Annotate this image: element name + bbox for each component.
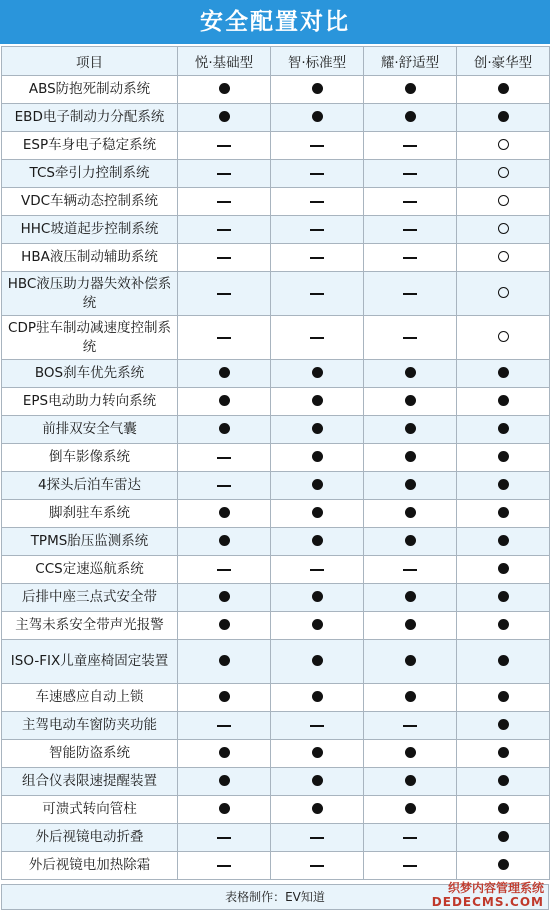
optional-circle-icon <box>498 195 509 206</box>
trim-3-cell <box>364 216 457 244</box>
table-row <box>2 824 550 852</box>
not-available-dash-icon <box>310 337 324 339</box>
trim-4-cell <box>457 500 550 528</box>
trim-1-cell <box>178 640 271 684</box>
trim-1-cell <box>178 852 271 880</box>
trim-4-cell <box>457 556 550 584</box>
table-row <box>2 272 550 316</box>
not-available-dash-icon <box>310 145 324 147</box>
trim-2-cell <box>271 556 364 584</box>
optional-circle-icon <box>498 251 509 262</box>
feature-name: 外后视镜电加热除霜 <box>2 852 178 880</box>
standard-dot-icon <box>219 747 230 758</box>
standard-dot-icon <box>219 83 230 94</box>
table-row <box>2 556 550 584</box>
trim-3-cell <box>364 500 457 528</box>
comparison-table <box>1 46 550 880</box>
trim-1-cell <box>178 388 271 416</box>
trim-2-cell <box>271 796 364 824</box>
feature-name: BOS刹车优先系统 <box>2 360 178 388</box>
not-available-dash-icon <box>217 865 231 867</box>
trim-3-cell <box>364 132 457 160</box>
standard-dot-icon <box>405 479 416 490</box>
table-row <box>2 768 550 796</box>
table-footer: 表格制作：EV知道 <box>1 884 549 910</box>
trim-2-cell <box>271 852 364 880</box>
trim-3-cell <box>364 684 457 712</box>
trim-3-cell <box>364 104 457 132</box>
table-row <box>2 160 550 188</box>
optional-circle-icon <box>498 287 509 298</box>
feature-name: 脚刹驻车系统 <box>2 500 178 528</box>
trim-2-cell <box>271 216 364 244</box>
not-available-dash-icon <box>403 337 417 339</box>
table-row <box>2 244 550 272</box>
standard-dot-icon <box>498 451 509 462</box>
trim-4-cell <box>457 360 550 388</box>
trim-1-cell <box>178 528 271 556</box>
standard-dot-icon <box>312 619 323 630</box>
trim-4-cell <box>457 76 550 104</box>
trim-1-cell <box>178 472 271 500</box>
not-available-dash-icon <box>217 229 231 231</box>
not-available-dash-icon <box>310 865 324 867</box>
standard-dot-icon <box>312 775 323 786</box>
table-row <box>2 852 550 880</box>
trim-3-cell <box>364 360 457 388</box>
trim-1-cell <box>178 500 271 528</box>
trim-1-cell <box>178 76 271 104</box>
feature-name: 后排中座三点式安全带 <box>2 584 178 612</box>
standard-dot-icon <box>219 775 230 786</box>
trim-3-cell <box>364 612 457 640</box>
standard-dot-icon <box>498 535 509 546</box>
trim-2-cell <box>271 244 364 272</box>
not-available-dash-icon <box>310 173 324 175</box>
table-row <box>2 416 550 444</box>
standard-dot-icon <box>312 803 323 814</box>
feature-name: 可溃式转向管柱 <box>2 796 178 824</box>
trim-3-cell <box>364 444 457 472</box>
trim-2-cell <box>271 360 364 388</box>
standard-dot-icon <box>498 479 509 490</box>
trim-2-cell <box>271 740 364 768</box>
standard-dot-icon <box>219 591 230 602</box>
not-available-dash-icon <box>310 257 324 259</box>
trim-3-cell <box>364 188 457 216</box>
feature-name: TPMS胎压监测系统 <box>2 528 178 556</box>
feature-name: CDP驻车制动减速度控制系统 <box>2 316 178 360</box>
standard-dot-icon <box>405 747 416 758</box>
trim-4-cell <box>457 416 550 444</box>
not-available-dash-icon <box>310 229 324 231</box>
trim-1-cell <box>178 556 271 584</box>
header-row <box>2 47 550 76</box>
standard-dot-icon <box>219 507 230 518</box>
standard-dot-icon <box>405 451 416 462</box>
trim-1-cell <box>178 416 271 444</box>
trim-2-cell <box>271 444 364 472</box>
table-row <box>2 472 550 500</box>
feature-name: VDC车辆动态控制系统 <box>2 188 178 216</box>
trim-4-cell <box>457 640 550 684</box>
trim-3-cell <box>364 712 457 740</box>
trim-1-cell <box>178 160 271 188</box>
optional-circle-icon <box>498 331 509 342</box>
trim-3-cell <box>364 244 457 272</box>
table-row <box>2 612 550 640</box>
trim-4-cell <box>457 796 550 824</box>
trim-1-cell <box>178 684 271 712</box>
not-available-dash-icon <box>310 725 324 727</box>
not-available-dash-icon <box>217 837 231 839</box>
standard-dot-icon <box>498 803 509 814</box>
standard-dot-icon <box>405 395 416 406</box>
standard-dot-icon <box>312 747 323 758</box>
trim-3-cell <box>364 272 457 316</box>
feature-name: 智能防盗系统 <box>2 740 178 768</box>
header-trim-3: 耀·舒适型 <box>364 47 457 76</box>
not-available-dash-icon <box>217 257 231 259</box>
trim-4-cell <box>457 852 550 880</box>
standard-dot-icon <box>219 395 230 406</box>
standard-dot-icon <box>219 691 230 702</box>
standard-dot-icon <box>498 591 509 602</box>
standard-dot-icon <box>219 111 230 122</box>
standard-dot-icon <box>219 803 230 814</box>
feature-name: ABS防抱死制动系统 <box>2 76 178 104</box>
trim-2-cell <box>271 76 364 104</box>
standard-dot-icon <box>312 395 323 406</box>
trim-4-cell <box>457 216 550 244</box>
watermark-line-2: DEDECMS.COM <box>431 895 544 909</box>
standard-dot-icon <box>405 619 416 630</box>
table-row <box>2 132 550 160</box>
standard-dot-icon <box>498 367 509 378</box>
not-available-dash-icon <box>403 569 417 571</box>
trim-1-cell <box>178 768 271 796</box>
trim-4-cell <box>457 188 550 216</box>
table-title: 安全配置对比 <box>0 0 550 44</box>
feature-name: TCS牵引力控制系统 <box>2 160 178 188</box>
standard-dot-icon <box>405 111 416 122</box>
trim-1-cell <box>178 188 271 216</box>
trim-4-cell <box>457 132 550 160</box>
not-available-dash-icon <box>403 229 417 231</box>
standard-dot-icon <box>405 423 416 434</box>
not-available-dash-icon <box>217 485 231 487</box>
standard-dot-icon <box>405 367 416 378</box>
table-row <box>2 528 550 556</box>
standard-dot-icon <box>498 619 509 630</box>
standard-dot-icon <box>312 691 323 702</box>
trim-4-cell <box>457 272 550 316</box>
standard-dot-icon <box>498 691 509 702</box>
not-available-dash-icon <box>217 569 231 571</box>
feature-name: 4探头后泊车雷达 <box>2 472 178 500</box>
trim-3-cell <box>364 824 457 852</box>
table-row <box>2 188 550 216</box>
trim-3-cell <box>364 852 457 880</box>
trim-3-cell <box>364 640 457 684</box>
trim-4-cell <box>457 160 550 188</box>
trim-1-cell <box>178 360 271 388</box>
trim-1-cell <box>178 824 271 852</box>
trim-1-cell <box>178 272 271 316</box>
standard-dot-icon <box>312 423 323 434</box>
table-body <box>2 76 550 880</box>
trim-4-cell <box>457 824 550 852</box>
trim-1-cell <box>178 584 271 612</box>
standard-dot-icon <box>405 83 416 94</box>
trim-3-cell <box>364 160 457 188</box>
not-available-dash-icon <box>310 837 324 839</box>
standard-dot-icon <box>312 451 323 462</box>
not-available-dash-icon <box>403 293 417 295</box>
standard-dot-icon <box>219 535 230 546</box>
standard-dot-icon <box>498 563 509 574</box>
trim-2-cell <box>271 472 364 500</box>
trim-3-cell <box>364 388 457 416</box>
trim-4-cell <box>457 388 550 416</box>
feature-name: ESP车身电子稳定系统 <box>2 132 178 160</box>
not-available-dash-icon <box>217 457 231 459</box>
trim-3-cell <box>364 768 457 796</box>
standard-dot-icon <box>219 423 230 434</box>
standard-dot-icon <box>405 803 416 814</box>
standard-dot-icon <box>498 719 509 730</box>
trim-1-cell <box>178 740 271 768</box>
trim-3-cell <box>364 796 457 824</box>
standard-dot-icon <box>498 395 509 406</box>
trim-4-cell <box>457 584 550 612</box>
header-trim-1: 悦·基础型 <box>178 47 271 76</box>
table-row <box>2 76 550 104</box>
standard-dot-icon <box>498 423 509 434</box>
not-available-dash-icon <box>310 569 324 571</box>
standard-dot-icon <box>498 507 509 518</box>
trim-2-cell <box>271 824 364 852</box>
feature-name: HBA液压制动辅助系统 <box>2 244 178 272</box>
trim-2-cell <box>271 584 364 612</box>
feature-name: 倒车影像系统 <box>2 444 178 472</box>
feature-name: EBD电子制动力分配系统 <box>2 104 178 132</box>
table-row <box>2 388 550 416</box>
trim-2-cell <box>271 640 364 684</box>
trim-2-cell <box>271 316 364 360</box>
standard-dot-icon <box>312 591 323 602</box>
not-available-dash-icon <box>217 145 231 147</box>
not-available-dash-icon <box>217 725 231 727</box>
feature-name: HHC坡道起步控制系统 <box>2 216 178 244</box>
header-trim-2: 智·标准型 <box>271 47 364 76</box>
trim-2-cell <box>271 272 364 316</box>
not-available-dash-icon <box>310 293 324 295</box>
feature-name: 主驾未系安全带声光报警 <box>2 612 178 640</box>
not-available-dash-icon <box>403 173 417 175</box>
not-available-dash-icon <box>403 257 417 259</box>
trim-2-cell <box>271 132 364 160</box>
trim-1-cell <box>178 796 271 824</box>
trim-4-cell <box>457 528 550 556</box>
standard-dot-icon <box>312 535 323 546</box>
standard-dot-icon <box>405 507 416 518</box>
trim-1-cell <box>178 444 271 472</box>
standard-dot-icon <box>405 691 416 702</box>
trim-3-cell <box>364 416 457 444</box>
trim-3-cell <box>364 76 457 104</box>
standard-dot-icon <box>405 775 416 786</box>
standard-dot-icon <box>405 655 416 666</box>
trim-4-cell <box>457 768 550 796</box>
standard-dot-icon <box>219 655 230 666</box>
header-item: 项目 <box>2 47 178 76</box>
trim-1-cell <box>178 244 271 272</box>
table-row <box>2 104 550 132</box>
feature-name: CCS定速巡航系统 <box>2 556 178 584</box>
standard-dot-icon <box>498 775 509 786</box>
standard-dot-icon <box>312 111 323 122</box>
feature-name: ISO-FIX儿童座椅固定装置 <box>2 640 178 684</box>
not-available-dash-icon <box>217 201 231 203</box>
feature-name: 主驾电动车窗防夹功能 <box>2 712 178 740</box>
trim-3-cell <box>364 556 457 584</box>
not-available-dash-icon <box>310 201 324 203</box>
standard-dot-icon <box>498 83 509 94</box>
trim-2-cell <box>271 528 364 556</box>
trim-4-cell <box>457 444 550 472</box>
table-row <box>2 740 550 768</box>
trim-4-cell <box>457 316 550 360</box>
not-available-dash-icon <box>217 337 231 339</box>
trim-2-cell <box>271 684 364 712</box>
trim-1-cell <box>178 612 271 640</box>
feature-name: 组合仪表限速提醒装置 <box>2 768 178 796</box>
table-row <box>2 500 550 528</box>
trim-2-cell <box>271 612 364 640</box>
not-available-dash-icon <box>403 145 417 147</box>
feature-name: 外后视镜电动折叠 <box>2 824 178 852</box>
optional-circle-icon <box>498 139 509 150</box>
trim-1-cell <box>178 132 271 160</box>
trim-2-cell <box>271 500 364 528</box>
table-row <box>2 360 550 388</box>
table-row <box>2 444 550 472</box>
standard-dot-icon <box>498 831 509 842</box>
trim-4-cell <box>457 472 550 500</box>
table-row <box>2 712 550 740</box>
trim-4-cell <box>457 740 550 768</box>
feature-name: HBC液压助力器失效补偿系统 <box>2 272 178 316</box>
trim-2-cell <box>271 160 364 188</box>
table-row <box>2 316 550 360</box>
trim-4-cell <box>457 104 550 132</box>
standard-dot-icon <box>405 535 416 546</box>
trim-2-cell <box>271 104 364 132</box>
trim-1-cell <box>178 316 271 360</box>
watermark <box>432 881 544 909</box>
table-row <box>2 796 550 824</box>
optional-circle-icon <box>498 223 509 234</box>
trim-4-cell <box>457 712 550 740</box>
trim-1-cell <box>178 216 271 244</box>
trim-3-cell <box>364 584 457 612</box>
not-available-dash-icon <box>217 173 231 175</box>
trim-2-cell <box>271 188 364 216</box>
standard-dot-icon <box>312 507 323 518</box>
not-available-dash-icon <box>403 837 417 839</box>
watermark-line-1: 织梦内容管理系统 <box>447 881 544 895</box>
header-trim-4: 创·豪华型 <box>457 47 550 76</box>
not-available-dash-icon <box>403 201 417 203</box>
standard-dot-icon <box>312 655 323 666</box>
trim-2-cell <box>271 768 364 796</box>
standard-dot-icon <box>312 367 323 378</box>
trim-3-cell <box>364 740 457 768</box>
table-row <box>2 216 550 244</box>
trim-4-cell <box>457 684 550 712</box>
feature-name: 车速感应自动上锁 <box>2 684 178 712</box>
trim-1-cell <box>178 104 271 132</box>
standard-dot-icon <box>498 747 509 758</box>
trim-3-cell <box>364 472 457 500</box>
feature-name: 前排双安全气囊 <box>2 416 178 444</box>
standard-dot-icon <box>405 591 416 602</box>
trim-2-cell <box>271 416 364 444</box>
standard-dot-icon <box>312 83 323 94</box>
not-available-dash-icon <box>217 293 231 295</box>
trim-3-cell <box>364 316 457 360</box>
table-row <box>2 684 550 712</box>
optional-circle-icon <box>498 167 509 178</box>
not-available-dash-icon <box>403 865 417 867</box>
standard-dot-icon <box>219 619 230 630</box>
trim-4-cell <box>457 612 550 640</box>
table-row <box>2 640 550 684</box>
standard-dot-icon <box>498 655 509 666</box>
feature-name: EPS电动助力转向系统 <box>2 388 178 416</box>
trim-2-cell <box>271 712 364 740</box>
trim-1-cell <box>178 712 271 740</box>
table-row <box>2 584 550 612</box>
standard-dot-icon <box>219 367 230 378</box>
trim-3-cell <box>364 528 457 556</box>
standard-dot-icon <box>312 479 323 490</box>
not-available-dash-icon <box>403 725 417 727</box>
trim-4-cell <box>457 244 550 272</box>
standard-dot-icon <box>498 859 509 870</box>
standard-dot-icon <box>498 111 509 122</box>
trim-2-cell <box>271 388 364 416</box>
